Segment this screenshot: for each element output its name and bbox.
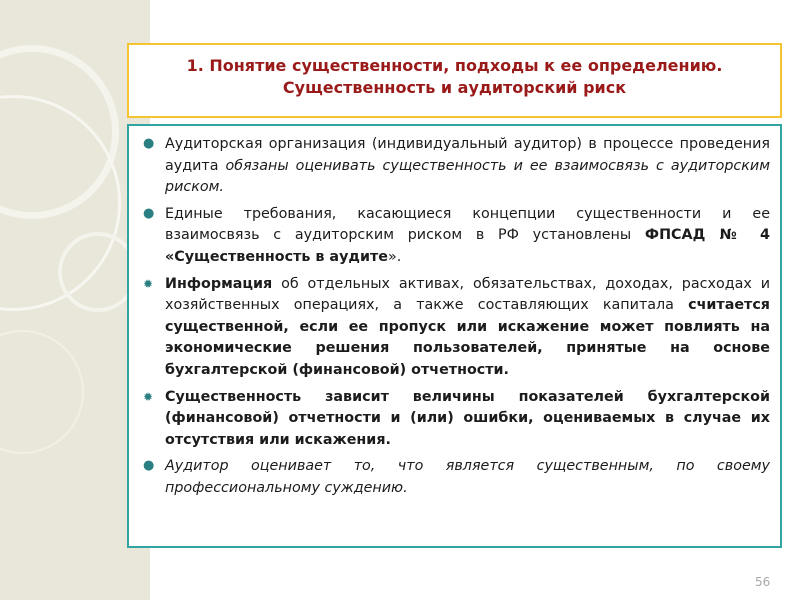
bullet-star-icon: ✹ — [143, 276, 154, 291]
slide-title-line-2: Существенность и аудиторский риск — [282, 78, 627, 97]
bullet-star-icon: ✹ — [143, 389, 154, 404]
item-text: Единые требования, касающиеся концепции существенности и ее взаимосвязь с аудиторским риском в РФ установлены — [165, 205, 770, 244]
list-item — [139, 134, 770, 199]
bullet-dot-icon: ● — [143, 136, 155, 151]
slide-title — [127, 43, 782, 118]
list-item — [139, 456, 770, 499]
slide-content — [127, 124, 782, 548]
item-text-bold: считается существенной, если ее пропуск или искажение может повлиять на экономические решения пользователей, принятые на основе бухгалтерской (финансовой) отчетности. — [165, 297, 770, 378]
item-text-bold: Информация — [165, 275, 273, 292]
decorative-circle — [0, 330, 84, 454]
bullet-dot-icon: ● — [143, 205, 155, 221]
bullet-dot-icon: ● — [143, 458, 155, 474]
list-item — [139, 204, 770, 269]
item-text: Аудиторская организация (индивидуальный аудитор) в процессе проведения аудита — [165, 136, 770, 174]
list-item — [139, 274, 770, 382]
item-text-bold: ФПСАД № 4 «Существенность в аудите — [165, 227, 770, 265]
list-item — [139, 387, 770, 452]
item-text: ». — [387, 248, 402, 265]
page-number: 56 — [755, 575, 771, 589]
item-text-bold: Существенность зависит величины показателей бухгалтерской (финансовой) отчетности и (или) ошибки, оцениваемых в случае их отсутствия или искажения. — [165, 388, 770, 448]
item-text-italic: обязаны оценивать существенность и ее взаимосвязь с аудиторским риском. — [165, 157, 770, 196]
decorative-circle — [58, 232, 138, 312]
item-text: об отдельных активах, обязательствах, доходах, расходах и хозяйственных операциях, а также составляющих капитала — [165, 275, 770, 314]
item-text-italic: Аудитор оценивает то, что является существенным, по своему профессиональному суждению. — [165, 458, 770, 496]
slide-title-line-1: 1. Понятие существенности, подходы к ее определению. — [186, 56, 723, 75]
